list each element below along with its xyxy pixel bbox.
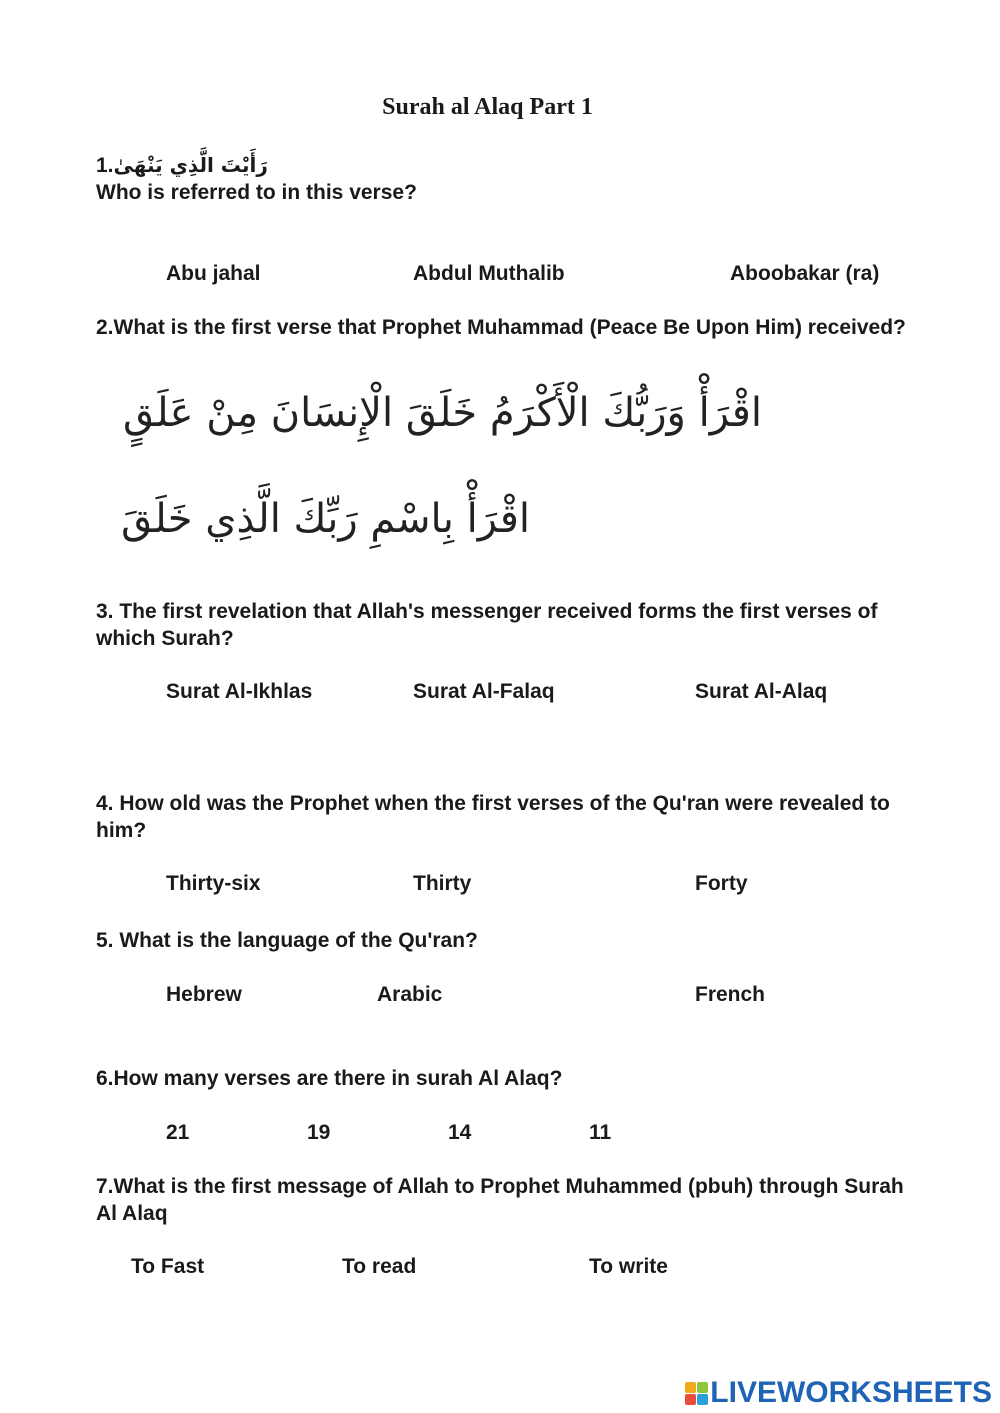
q3-option-1[interactable]: Surat Al-Ikhlas [166,680,313,703]
question-6-text: 6.How many verses are there in surah Al Alaq? [96,1067,563,1090]
q1-option-1[interactable]: Abu jahal [166,262,261,285]
question-1-text: Who is referred to in this verse? [96,181,417,204]
question-1-number: 1. [96,154,114,177]
q5-option-3[interactable]: French [695,983,766,1006]
question-3-text: 3. The first revelation that Allah's messenger received forms the first verses of which Surah? [96,600,878,650]
q2-verse-option-1[interactable]: اقْرَأْ وَرَبُّكَ الْأَكْرَمُ خَلَقَ الْإِنسَانَ مِنْ عَلَقٍ [123,390,762,436]
q6-option-4[interactable]: 11 [589,1121,612,1144]
worksheet-title: Surah al Alaq Part 1 [382,94,593,120]
q6-option-1[interactable]: 21 [166,1121,190,1144]
q6-option-3[interactable]: 14 [448,1121,472,1144]
logo-square-3 [685,1394,696,1405]
q4-option-1[interactable]: Thirty-six [166,872,261,895]
q7-option-1[interactable]: To Fast [131,1255,205,1278]
q3-option-2[interactable]: Surat Al-Falaq [413,680,555,703]
q2-verse-option-2[interactable]: اقْرَأْ بِاسْمِ رَبِّكَ الَّذِي خَلَقَ [121,496,530,542]
q5-option-2[interactable]: Arabic [377,983,443,1006]
q4-option-2[interactable]: Thirty [413,872,472,895]
question-4-text: 4. How old was the Prophet when the first verses of the Qu'ran were revealed to him? [96,792,890,842]
liveworksheets-logo[interactable] [685,1376,992,1410]
logo-square-1 [685,1382,696,1393]
question-5-text: 5. What is the language of the Qu'ran? [96,929,478,952]
question-1-heading [96,152,916,179]
question-1-arabic-verse: رَأَيْتَ الَّذِي يَنْهَىٰ [113,153,268,177]
liveworksheets-logo-icon [685,1382,708,1405]
q5-option-1[interactable]: Hebrew [166,983,242,1006]
q3-option-3[interactable]: Surat Al-Alaq [695,680,828,703]
q1-option-3[interactable]: Aboobakar (ra) [730,262,880,285]
question-2-text: 2.What is the first verse that Prophet Muhammad (Peace Be Upon Him) received? [96,316,906,339]
question-7-text: 7.What is the first message of Allah to Prophet Muhammed (pbuh) through Surah Al Alaq [96,1175,904,1225]
logo-square-2 [697,1382,708,1393]
q7-option-2[interactable]: To read [342,1255,417,1278]
q4-option-3[interactable]: Forty [695,872,748,895]
q1-option-2[interactable]: Abdul Muthalib [413,262,565,285]
q7-option-3[interactable]: To write [589,1255,668,1278]
q6-option-2[interactable]: 19 [307,1121,331,1144]
liveworksheets-brand-text: LIVEWORKSHEETS [710,1376,992,1409]
question-1 [96,152,916,206]
logo-square-4 [697,1394,708,1405]
